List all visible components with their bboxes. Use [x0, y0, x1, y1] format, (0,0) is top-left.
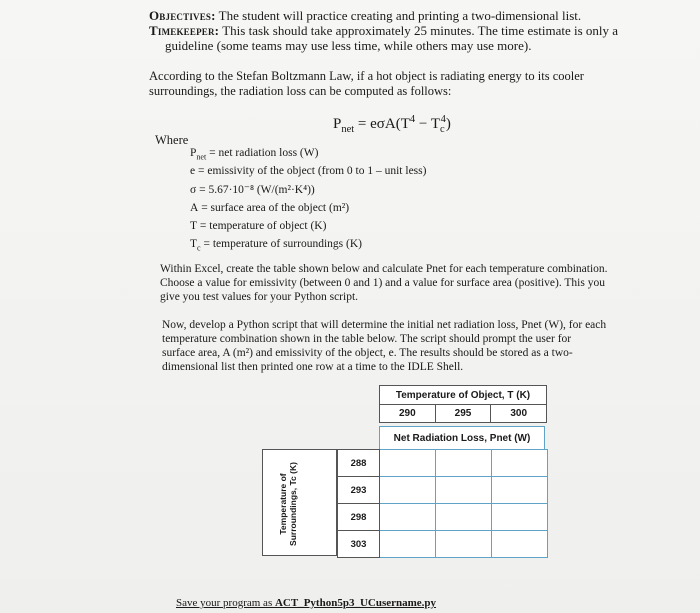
definition-item: A = surface area of the object (m²) — [190, 201, 350, 214]
definition-item: σ = 5.67·10⁻⁸ (W/(m²·K⁴)) — [190, 183, 315, 196]
result-cell — [492, 477, 548, 504]
excel-instructions — [160, 262, 650, 304]
definition-item: $T_c$ = temperature of surroundings (K) — [190, 238, 362, 253]
python-line: dimensional list then printed one row at a time to the IDLE Shell. — [162, 361, 464, 373]
timekeeper-text-1: This task should take approximately 25 minutes. The time estimate is only a — [219, 23, 619, 38]
python-line: surface area, A (m²) and emissivity of the object, e. The results should be stored as a two- — [162, 347, 573, 359]
python-instructions — [162, 318, 652, 374]
object-temp-title: Temperature of Object, T (K) — [395, 390, 531, 401]
eq-c-sub: c — [439, 124, 445, 135]
surroundings-label-text — [278, 462, 298, 546]
objectives-label: Objectives: — [149, 8, 216, 23]
eq-net-sub: net — [341, 124, 355, 135]
stefan-boltzmann-equation — [333, 114, 451, 135]
result-cell — [492, 450, 548, 477]
surroundings-temp-cell: 298 — [338, 504, 380, 531]
python-line: Now, develop a Python script that will determine the initial net radiation loss, Pnet (W), for each — [162, 319, 607, 331]
surroundings-temp-cell: 303 — [338, 531, 380, 558]
excel-line: Choose a value for emissivity (between 0 and 1) and a value for surface area (positive). This you — [160, 277, 605, 289]
result-cell — [380, 504, 436, 531]
intro-line-1: According to the Stefan Boltzmann Law, if a hot object is radiating energy to its cooler — [149, 69, 584, 83]
result-cell — [436, 450, 492, 477]
surroundings-label-line2: Surroundings, Tc (K) — [288, 462, 298, 546]
save-filename: ACT_Python5p3_UCusername.py — [274, 597, 437, 609]
result-cell — [380, 477, 436, 504]
table-row — [338, 531, 548, 558]
result-cell — [492, 531, 548, 558]
eq-p: P — [333, 116, 342, 132]
result-cell — [380, 531, 436, 558]
surroundings-label-line1: Temperature of — [278, 473, 288, 535]
save-instruction — [176, 597, 436, 609]
variable-definitions — [190, 146, 426, 256]
table-row — [338, 477, 548, 504]
surroundings-label — [268, 458, 308, 550]
object-temp-cell: 300 — [510, 408, 528, 419]
table-row — [338, 504, 548, 531]
excel-line: give you test values for your Python script. — [160, 291, 359, 303]
table-row — [338, 450, 548, 477]
result-cell — [380, 450, 436, 477]
result-cell — [436, 531, 492, 558]
definition-item: e = emissivity of the object (from 0 to 1 – unit less) — [190, 165, 427, 178]
result-cell — [492, 504, 548, 531]
result-cell — [436, 504, 492, 531]
object-temp-values — [380, 404, 546, 422]
eq-exp2: 4 — [440, 114, 446, 125]
surroundings-temp-cell: 293 — [338, 477, 380, 504]
net-radiation-header: Net Radiation Loss, Pnet (W) — [379, 426, 545, 450]
eq-rhs: = eσA(T — [357, 116, 410, 132]
intro-line-2: surroundings, the radiation loss can be computed as follows: — [149, 84, 452, 98]
object-temperature-header — [379, 385, 547, 423]
excel-line: Within Excel, create the table shown below and calculate Pnet for each temperature combination. — [160, 263, 608, 275]
object-temp-cell: 290 — [380, 405, 436, 422]
objectives-block — [149, 8, 669, 99]
object-temp-cell: 295 — [436, 405, 492, 422]
save-prefix: Save your program as — [176, 597, 275, 609]
definition-item: T = temperature of object (K) — [190, 220, 327, 233]
objectives-text: The student will practice creating and printing a two-dimensional list. — [215, 8, 582, 23]
timekeeper-line — [149, 23, 669, 38]
surroundings-temp-cell: 288 — [338, 450, 380, 477]
result-cell — [436, 477, 492, 504]
definition-item: $P_{net}$ = net radiation loss (W) — [190, 147, 319, 162]
python-line: temperature combination shown in the table below. The script should prompt the user for — [162, 333, 572, 345]
eq-minus-t: − T — [415, 116, 440, 132]
where-label: Where — [155, 133, 189, 147]
results-grid — [337, 449, 548, 558]
eq-exp1: 4 — [409, 114, 416, 125]
objectives-line — [149, 8, 669, 23]
timekeeper-label: Timekeeper: — [149, 23, 220, 38]
eq-close: ) — [445, 116, 451, 132]
timekeeper-text-2: guideline (some teams may use less time, while others may use more). — [165, 38, 532, 53]
